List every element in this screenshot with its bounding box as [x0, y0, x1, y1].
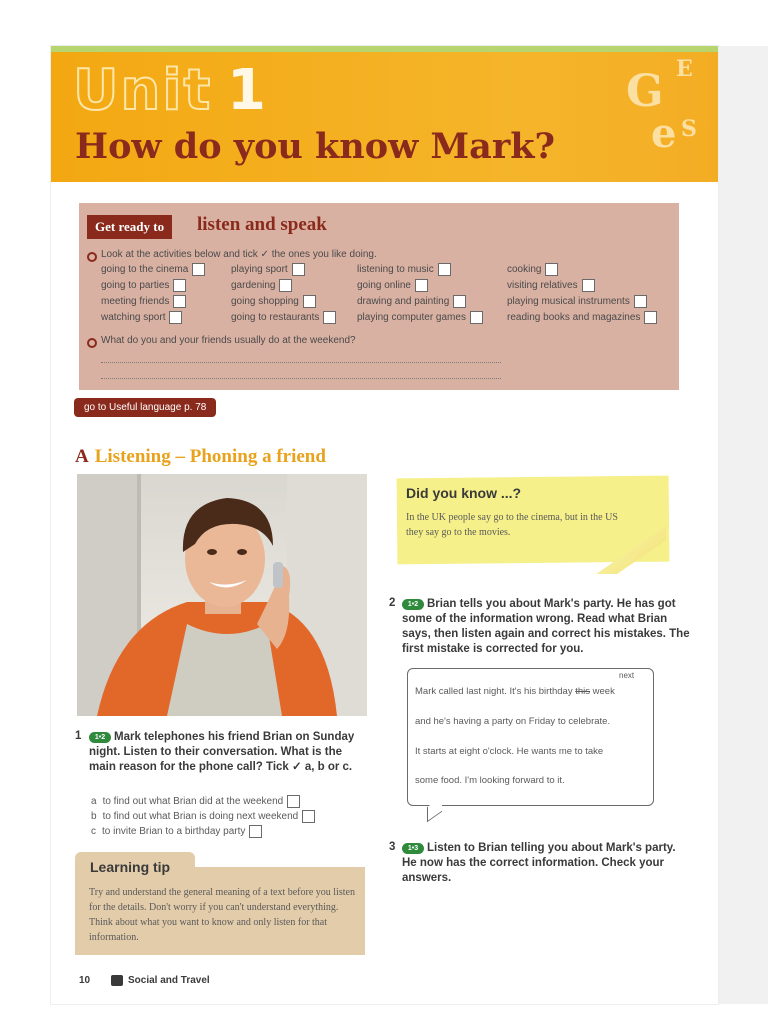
page-edge-shadow [718, 46, 768, 1004]
activity-item[interactable]: gardening [231, 279, 292, 292]
tick-checkbox[interactable] [279, 279, 292, 292]
answer-option[interactable]: c to invite Brian to a birthday party [91, 825, 262, 838]
get-ready-instruction: Look at the activities below and tick ✓ the ones you like doing. [101, 249, 377, 260]
tick-checkbox[interactable] [323, 311, 336, 324]
speech-line: Mark called last night. It's his birthday this week [415, 686, 615, 697]
tick-checkbox[interactable] [644, 311, 657, 324]
question-3-text: Listen to Brian telling you about Mark's party. He now has the correct information. Check your answers. [402, 842, 676, 884]
answer-line[interactable] [101, 378, 501, 379]
activity-item[interactable]: playing computer games [357, 311, 483, 324]
cd-track-icon[interactable]: 1•3 [402, 843, 424, 854]
section-title: Listening – Phoning a friend [94, 446, 326, 467]
tick-checkbox[interactable] [634, 295, 647, 308]
decorative-letters: S [681, 116, 697, 142]
page-number: 10 [79, 975, 91, 986]
tick-checkbox[interactable] [287, 795, 300, 808]
activity-item[interactable]: reading books and magazines [507, 311, 657, 324]
activity-item[interactable]: visiting relatives [507, 279, 595, 292]
activity-item[interactable]: going shopping [231, 295, 316, 308]
tick-checkbox[interactable] [453, 295, 466, 308]
activity-item[interactable]: playing sport [231, 263, 305, 276]
banner-top-stripe [51, 46, 718, 52]
weekend-question: What do you and your friends usually do at the weekend? [101, 335, 356, 346]
activity-item[interactable]: cooking [507, 263, 558, 276]
unit-title: How do you know Mark? [75, 126, 556, 167]
useful-language-link[interactable]: go to Useful language p. 78 [74, 398, 216, 417]
activity-item[interactable]: going online [357, 279, 428, 292]
tick-checkbox[interactable] [582, 279, 595, 292]
question-2 [402, 597, 692, 657]
activity-item[interactable]: going to the cinema [101, 263, 205, 276]
question-3 [402, 841, 692, 886]
get-ready-title: listen and speak [197, 214, 327, 235]
textbook-page [51, 46, 718, 1004]
activity-item[interactable]: going to parties [101, 279, 186, 292]
unit-number: 1 [227, 58, 266, 123]
get-ready-tag: Get ready to [87, 215, 172, 239]
struck-word: this [575, 686, 591, 697]
activity-item[interactable]: listening to music [357, 263, 451, 276]
question-number: 2 [389, 597, 396, 609]
footer-brand: Social and Travel [111, 975, 210, 986]
decorative-letters: G [626, 66, 664, 117]
answer-option[interactable]: a to find out what Brian did at the weekend [91, 795, 300, 808]
answer-option[interactable]: b to find out what Brian is doing next weekend [91, 810, 315, 823]
brand-logo-icon [111, 975, 123, 986]
tick-checkbox[interactable] [292, 263, 305, 276]
activity-item[interactable]: watching sport [101, 311, 182, 324]
decorative-letters: e [651, 110, 677, 157]
tick-checkbox[interactable] [302, 810, 315, 823]
tick-checkbox[interactable] [173, 279, 186, 292]
question-number: 3 [389, 841, 396, 853]
handwritten-correction: next [619, 671, 635, 680]
question-1 [89, 730, 369, 775]
activity-item[interactable]: going to restaurants [231, 311, 336, 324]
tick-checkbox[interactable] [470, 311, 483, 324]
tick-checkbox[interactable] [169, 311, 182, 324]
section-a-heading [75, 446, 326, 468]
cd-track-icon[interactable]: 1•2 [89, 732, 111, 743]
question-number: 1 [75, 730, 82, 742]
activity-item[interactable]: meeting friends [101, 295, 186, 308]
activity-item[interactable]: drawing and painting [357, 295, 466, 308]
activity-item[interactable]: playing musical instruments [507, 295, 647, 308]
question-2-text: Brian tells you about Mark's party. He has got some of the information wrong. Read what Brian says, then listen again and correct his mistakes. The first mistake is corrected for you. [402, 598, 690, 655]
tick-checkbox[interactable] [415, 279, 428, 292]
speech-line: It starts at eight o'clock. He wants me to take [415, 746, 604, 757]
unit-word: Unit [73, 58, 213, 123]
unit-banner [51, 46, 718, 182]
learning-tip-title: Learning tip [90, 859, 171, 875]
question-1-text: Mark telephones his friend Brian on Sunday night. Listen to their conversation. What is the main reason for the phone call? Tick ✓ a, b or c. [89, 731, 355, 773]
did-you-know-text: In the UK people say go to the cinema, but in the US they say go to the movies. [406, 512, 618, 538]
tick-checkbox[interactable] [173, 295, 186, 308]
speech-line: some food. I'm looking forward to it. [415, 775, 565, 786]
bullet-icon [87, 338, 97, 348]
did-you-know-title: Did you know ...? [406, 485, 522, 501]
section-letter: A [75, 446, 89, 467]
speech-line: and he's having a party on Friday to celebrate. [415, 716, 611, 727]
tick-checkbox[interactable] [438, 263, 451, 276]
tick-checkbox[interactable] [249, 825, 262, 838]
learning-tip-text: Try and understand the general meaning of a text before you listen for the details. Don't worry if you can't understand everything. Think about what you want to know and only listen for that information. [89, 887, 355, 943]
decorative-letters: E [676, 56, 693, 82]
tick-checkbox[interactable] [192, 263, 205, 276]
man-on-phone-photo [77, 474, 367, 716]
cd-track-icon[interactable]: 1•2 [402, 599, 424, 610]
tick-checkbox[interactable] [303, 295, 316, 308]
answer-line[interactable] [101, 362, 501, 363]
bullet-icon [87, 252, 97, 262]
get-ready-box [79, 203, 679, 390]
tick-checkbox[interactable] [545, 263, 558, 276]
